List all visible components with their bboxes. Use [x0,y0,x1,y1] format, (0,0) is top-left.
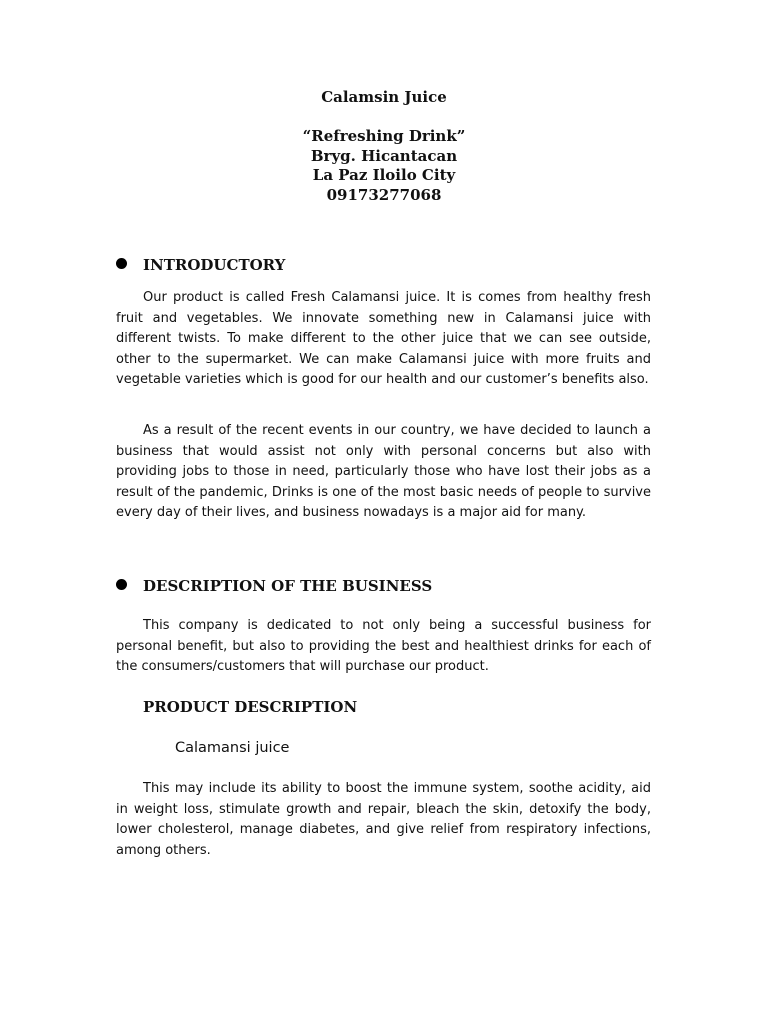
product-description-paragraph: This may include its ability to boost the immune system, soothe acidity, aid in weight loss, stimulate growth and repair, bleach the skin, detoxify the body, lower cholesterol, manage diabetes, and give relief from respiratory infections, among others. [116,781,651,858]
header-spacer [0,108,768,128]
bullet-icon [116,579,127,590]
introductory-heading-text: INTRODUCTORY [143,256,286,274]
introductory-paragraph-1: Our product is called Fresh Calamansi juice. It is comes from healthy fresh fruit and vegetables. We innovate something new in Calamansi juice with different twists. To make different to the other juice that we can see outside, other to the supermarket. We can make Calamansi juice with more fruits and vegetable varieties which is good for our health and our customer’s benefits also. [116,290,651,387]
document-title: Calamsin Juice [321,88,447,106]
business-description-heading [116,576,432,596]
introductory-heading [116,255,285,275]
address-line-2: La Paz Iloilo City [312,166,456,184]
address-line-1: Bryg. Hicantacan [310,146,458,165]
business-description-paragraph: This company is dedicated to not only being a successful business for personal benefit, but also to providing the best and healthiest drinks for each of the consumers/customers that will purchase our product. [116,618,651,674]
bullet-icon [116,258,127,269]
introductory-paragraph-2: As a result of the recent events in our country, we have decided to launch a business that would assist not only with personal concerns but also with providing jobs to those in need, particularly those who have lost their jobs as a result of the pandemic, Drinks is one of the most basic needs of people to survive every day of their lives, and business nowadays is a major aid for many. [116,423,651,520]
phone-number: 09173277068 [326,185,442,204]
document-header [0,88,768,205]
tagline: “Refreshing Drink” [302,127,466,145]
business-description-heading-text: DESCRIPTION OF THE BUSINESS [143,577,433,595]
product-description-heading: PRODUCT DESCRIPTION [143,698,358,716]
product-name: Calamansi juice [175,740,290,756]
